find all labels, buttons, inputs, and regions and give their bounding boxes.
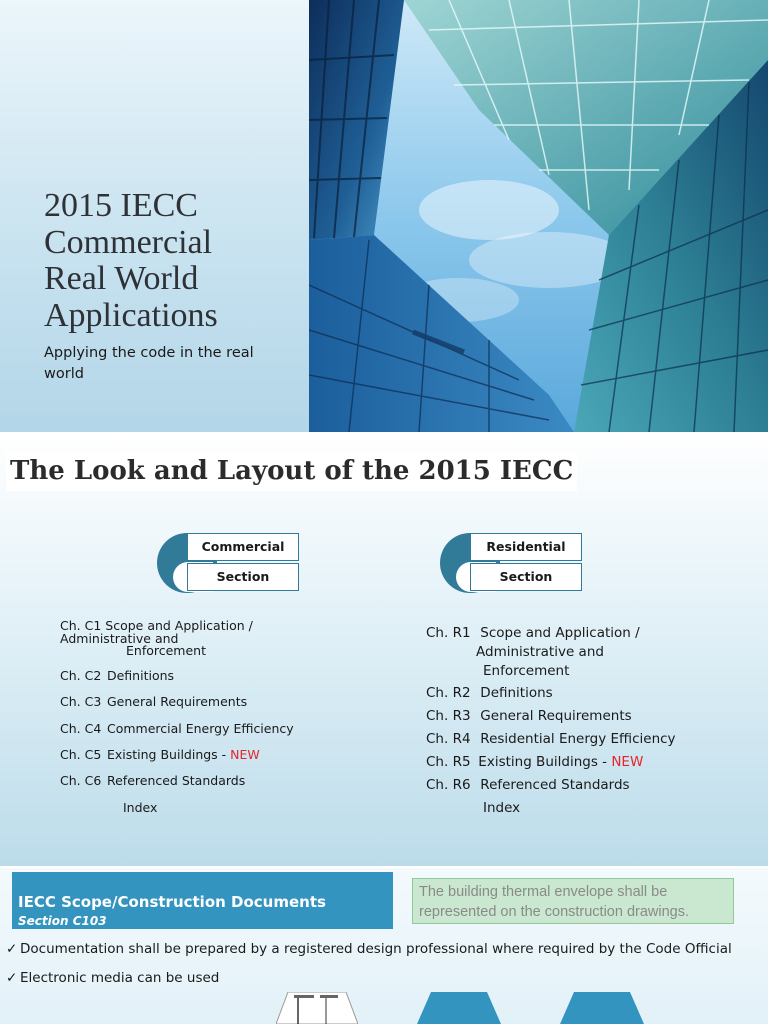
callout-note: The building thermal envelope shall be represented on the construction drawings. <box>412 878 734 924</box>
chapter-text-line2: Administrative and <box>476 644 604 660</box>
glass-building-photo <box>309 0 768 432</box>
title-slide <box>0 0 768 432</box>
chapter-number: Ch. C1 <box>60 618 102 633</box>
new-badge: NEW <box>611 754 644 770</box>
construction-documents-slide <box>0 868 768 1024</box>
diagram-thumbnail-icon <box>276 992 358 1024</box>
chapter-text: Referenced Standards <box>480 777 630 793</box>
chapter-text-line2: Administrative and <box>60 631 179 646</box>
header-subtitle: Section C103 <box>18 914 107 928</box>
chapter-text: Index <box>483 800 521 816</box>
layout-slide <box>0 434 768 866</box>
chapter-item-index <box>123 800 157 815</box>
chapter-item-index <box>483 800 520 816</box>
chapter-item <box>60 773 245 788</box>
chapter-number: Ch. R4 <box>426 731 471 747</box>
chapter-text: Existing Buildings - <box>106 747 231 762</box>
header-title: IECC Scope/Construction Documents <box>18 893 326 911</box>
chapter-text: Index <box>123 800 158 815</box>
chapter-number: Ch. C2 <box>60 668 102 683</box>
title-line-3: Real World <box>44 260 199 297</box>
commercial-section-tab <box>157 533 299 593</box>
chapter-item <box>60 747 260 762</box>
residential-tab-sublabel: Section <box>470 563 582 591</box>
chapter-number: Ch. C4 <box>60 721 102 736</box>
chapter-item <box>426 754 643 770</box>
chapter-text: General Requirements <box>480 708 632 724</box>
chapter-number: Ch. C6 <box>60 773 102 788</box>
slide-subtitle: Applying the code in the real world <box>44 345 254 382</box>
chapter-text-line3: Enforcement <box>483 663 570 679</box>
title-line-2: Commercial <box>44 223 213 261</box>
chapter-item <box>426 731 676 747</box>
chapter-text: Definitions <box>480 685 553 701</box>
new-badge: NEW <box>230 747 260 762</box>
section-header <box>12 872 393 929</box>
bullet-item <box>6 970 219 986</box>
chapter-number: Ch. R5 <box>426 754 471 770</box>
bullet-text: Documentation shall be prepared by a registered design professional where required by the Code Official <box>20 941 732 957</box>
chapter-number: Ch. R3 <box>426 708 471 724</box>
chapter-text: General Requirements <box>106 694 248 709</box>
title-line-1: 2015 IECC <box>44 187 198 224</box>
chapter-item <box>426 685 553 701</box>
chapter-text: Definitions <box>106 668 175 683</box>
chapter-text-line3: Enforcement <box>126 643 206 658</box>
residential-section-tab <box>440 533 582 593</box>
trapezoid-shape-icon <box>417 992 501 1024</box>
chapter-number: Ch. R6 <box>426 777 471 793</box>
chapter-number: Ch. C5 <box>60 747 102 762</box>
slide-title <box>44 188 294 334</box>
check-icon: ✓ <box>6 941 18 957</box>
trapezoid-shape-icon <box>560 992 644 1024</box>
residential-tab-label: Residential <box>470 533 582 561</box>
commercial-tab-sublabel: Section <box>187 563 299 591</box>
chapter-item <box>426 777 630 793</box>
chapter-item <box>426 708 632 724</box>
chapter-item <box>60 694 247 709</box>
chapter-item <box>60 721 294 736</box>
check-icon: ✓ <box>6 970 18 986</box>
chapter-text: Referenced Standards <box>106 773 246 788</box>
chapter-text: Residential Energy Efficiency <box>480 731 676 747</box>
chapter-number: Ch. R1 <box>426 625 471 641</box>
chapter-text: Scope and Application / <box>105 618 253 633</box>
chapter-item <box>426 624 640 681</box>
commercial-tab-label: Commercial <box>187 533 299 561</box>
bullet-text: Electronic media can be used <box>20 970 220 986</box>
chapter-number: Ch. R2 <box>426 685 471 701</box>
chapter-number: Ch. C3 <box>60 694 102 709</box>
title-line-4: Applications <box>44 296 218 334</box>
slide-title: The Look and Layout of the 2015 IECC <box>6 451 577 491</box>
chapter-item <box>60 668 174 683</box>
chapter-text: Commercial Energy Efficiency <box>106 721 294 736</box>
bullet-item <box>6 941 732 957</box>
chapter-text: Existing Buildings - <box>478 754 612 770</box>
chapter-item <box>60 618 253 657</box>
chapter-text: Scope and Application / <box>480 625 640 641</box>
